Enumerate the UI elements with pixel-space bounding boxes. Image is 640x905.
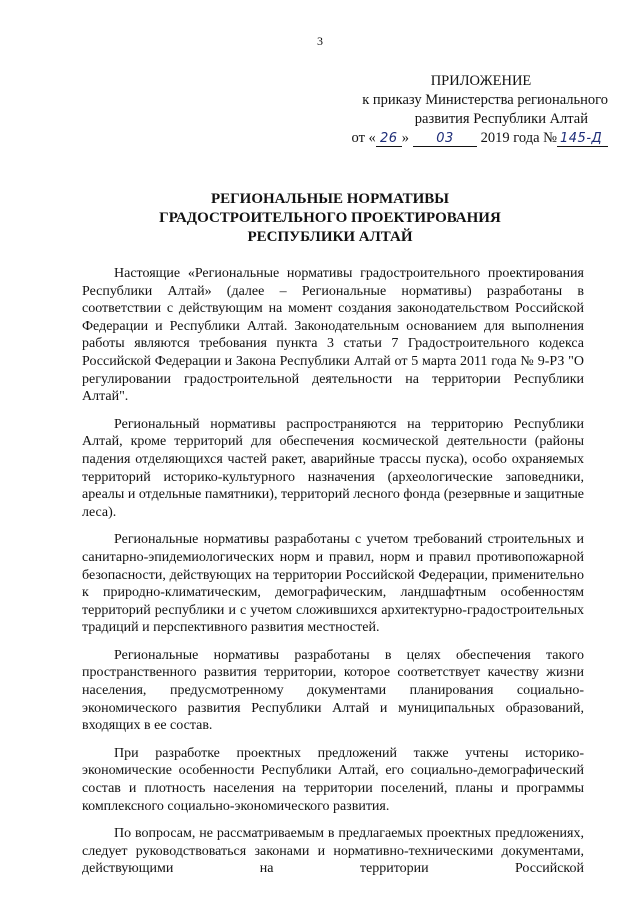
title-line-1: РЕГИОНАЛЬНЫЕ НОРМАТИВЫ [210, 191, 450, 207]
paragraph-2: Региональный нормативы распространяются на территорию Республики Алтай, кроме территорий для обеспечения космической деятельности (районы падения отделяющихся частей ракет, аварийные трассы пуска), особо охраняемых территорий историко-культурного назначения (археологические заповедники, ареалы и отдельные памятники), территорий лесного фонда (резервные и защитные леса). [82, 416, 584, 520]
paragraph-4: Региональные нормативы разработаны в целях обеспечения такого пространственного развития территории, которое соответствует качеству жизни населения, предусмотренному документами планирования социально-экономического развития Республики Алтай и муниципальных образований, входящих в ее состав. [82, 647, 584, 734]
appendix-line-1: к приказу Министерства регионального [362, 92, 608, 108]
paragraph-3: Региональные нормативы разработаны с учетом требований строительных и санитарно-эпидемиологических норм и правил, норм и правил противопожарной безопасности, действующих на территории Российской Федерации, применительно к природно-климатическим, демографическим, ландшафтным особенностям территорий республики и с учетом сложившихся архитектурно-градостроительных традиций и перспективного развития местностей. [82, 532, 584, 636]
document-title [60, 190, 600, 247]
paragraph-6: По вопросам, не рассматриваемым в предлагаемых проектных предложениях, следует руководствоваться законами и нормативно-техническими документами, действующими на территории Российской [82, 826, 584, 877]
appendix-date-line [318, 129, 608, 148]
date-separator: » [401, 130, 410, 146]
page-number: 3 [317, 34, 323, 48]
date-suffix: 2019 года № [480, 130, 557, 146]
date-prefix: от « [351, 130, 376, 146]
appendix-title: ПРИЛОЖЕНИЕ [430, 73, 532, 89]
title-line-3: РЕСПУБЛИКИ АЛТАЙ [247, 229, 413, 245]
paragraph-5: При разработке проектных предложений также учтены историко-экономические особенности Республики Алтай, его социально-демографический состав и плотность населения на территории поселений, планы и программы комплексного социально-экономического развития. [82, 745, 584, 814]
order-number: 145-Д [557, 131, 608, 147]
date-month: 03 [413, 131, 477, 147]
appendix-header [318, 72, 608, 148]
appendix-line-2: развития Республики Алтай [414, 111, 588, 127]
document-body [82, 265, 584, 878]
paragraph-1: Настоящие «Региональные нормативы градостроительного проектирования Республики Алтай» (далее – Региональные нормативы) разработаны в соответствии с действующим на момент создания законодательством Российской Федерации и Республики Алтай. Законодательным основанием для выполнения работы являются требования пункта 3 статьи 7 Градостроительного кодекса Российской Федерации и Закона Республики Алтай от 5 марта 2011 года № 9-РЗ "О регулировании градостроительной деятельности на территории Республики Алтай". [82, 266, 584, 405]
date-day: 26 [376, 131, 402, 147]
title-line-2: ГРАДОСТРОИТЕЛЬНОГО ПРОЕКТИРОВАНИЯ [159, 210, 501, 226]
